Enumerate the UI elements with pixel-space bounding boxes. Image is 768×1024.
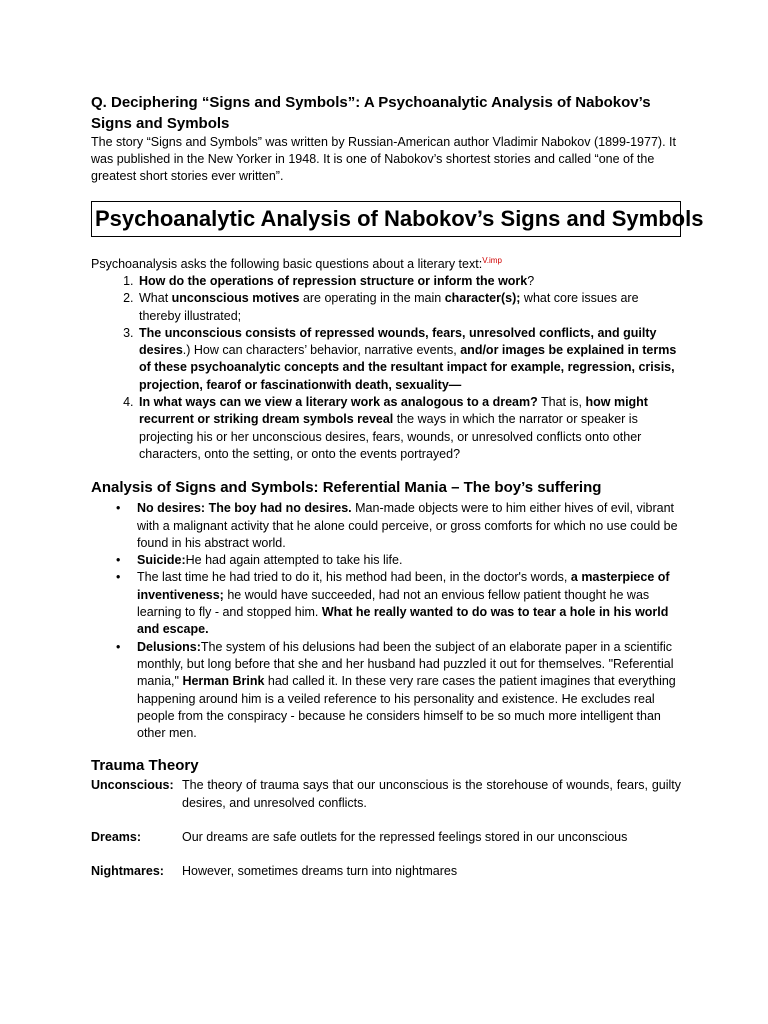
trauma-term: Dreams: bbox=[91, 830, 142, 845]
question-3-part-c: and/or images be explained in terms of these psychoanalytic concepts and the resultant impact for example, regression, crisis, projection, fearof or fascinationwith death, sexuality— bbox=[139, 343, 677, 392]
intro-paragraph: The story “Signs and Symbols” was written by Russian-American author Vladimir Nabokov (1899-1977). It was published in the New Yorker in 1948. It is one of Nabokov’s shortest stories and called “one of the greatest short stories ever written”. bbox=[91, 135, 676, 183]
analysis-bullets bbox=[91, 500, 681, 742]
questions-lead bbox=[91, 256, 681, 273]
bullet-no-desires bbox=[137, 500, 681, 552]
question-1-end: ? bbox=[527, 274, 535, 288]
questions-lead-text: Psychoanalysis asks the following basic questions about a literary text: bbox=[91, 257, 483, 271]
bullet-1-label: No desires: bbox=[137, 501, 206, 516]
bullet-4-part-b: Herman Brink bbox=[182, 674, 265, 689]
bullet-3-part-a: The last time he had tried to do it, his method had been, in the doctor's words, bbox=[137, 570, 571, 585]
question-2-part-b: unconscious motives bbox=[171, 291, 300, 306]
bullet-last-time bbox=[137, 569, 681, 638]
question-2-part-c: are operating in the main bbox=[299, 291, 445, 306]
question-3-part-a: The unconscious consists of repressed wounds, fears, unresolved conflicts, and guilty desires bbox=[139, 325, 657, 358]
question-2-part-d: character(s); bbox=[444, 291, 521, 306]
trauma-row-unconscious bbox=[91, 777, 681, 812]
question-item-2 bbox=[137, 290, 681, 325]
trauma-heading: Trauma Theory bbox=[91, 757, 199, 775]
question-2-part-a: What bbox=[139, 291, 172, 306]
trauma-row-dreams bbox=[91, 829, 681, 846]
trauma-definition: However, sometimes dreams turn into nightmares bbox=[182, 864, 458, 879]
question-3-part-b: .) How can characters’ behavior, narrative events, bbox=[182, 343, 461, 358]
question-4-part-d: the ways in which the narrator or speaker is projecting his or her unconscious desires, fears, wounds, or unresolved conflicts onto other characters, onto the setting, or onto the events portrayed? bbox=[139, 412, 642, 461]
document-page bbox=[91, 92, 704, 881]
bullet-2-label: Suicide: bbox=[137, 553, 186, 568]
question-4-part-b: That is, bbox=[537, 395, 586, 410]
question-heading: Q. Deciphering “Signs and Symbols”: A Psychoanalytic Analysis of Nabokov’s Signs and Symbols bbox=[91, 94, 651, 132]
bullet-delusions bbox=[137, 639, 681, 743]
question-item-4 bbox=[137, 394, 681, 463]
trauma-definition: Our dreams are safe outlets for the repressed feelings stored in our unconscious bbox=[182, 830, 628, 845]
bullet-4-part-c: had called it. In these very rare cases the patient imagines that everything happening around him is a veiled reference to his personality and existence. He excludes real people from the conspiracy - because he considers himself to be so much more intelligent than other men. bbox=[137, 674, 676, 741]
question-item-1 bbox=[137, 273, 681, 290]
bullet-4-label: Delusions: bbox=[137, 639, 201, 654]
bullet-4-part-a: The system of his delusions had been the subject of an elaborate paper in a scientific monthly, but long before that she and her husband had puzzled it out for themselves. "Referential mania," bbox=[137, 639, 674, 689]
question-4-part-a: In what ways can we view a literary work as analogous to a dream? bbox=[139, 395, 538, 410]
bullet-3-part-d: What he really wanted to do was to tear a hole in his world and escape. bbox=[137, 605, 669, 637]
bullet-suicide bbox=[137, 552, 681, 569]
trauma-definition: The theory of trauma says that our unconscious is the storehouse of wounds, fears, guilty desires, and unresolved conflicts. bbox=[182, 778, 681, 810]
bullet-2-text: He had again attempted to take his life. bbox=[185, 553, 403, 568]
boxed-title: Psychoanalytic Analysis of Nabokov’s Signs and Symbols bbox=[91, 201, 681, 237]
trauma-row-nightmares bbox=[91, 863, 681, 880]
analysis-heading: Analysis of Signs and Symbols: Referential Mania – The boy’s suffering bbox=[91, 479, 602, 497]
vimp-superscript: V.imp bbox=[482, 255, 502, 265]
bullet-1-bold: The boy had no desires. bbox=[205, 501, 352, 516]
bullet-1-text: Man-made objects were to him either hives of evil, vibrant with a malignant activity that he alone could perceive, or gross comforts for which no use could be found in his abstract world. bbox=[137, 501, 678, 550]
question-item-3 bbox=[137, 325, 681, 394]
trauma-term: Nightmares: bbox=[91, 864, 164, 879]
trauma-term: Unconscious: bbox=[91, 778, 174, 793]
questions-list bbox=[91, 273, 681, 463]
question-4-part-c: how might recurrent or striking dream symbols reveal bbox=[139, 395, 648, 427]
question-2-part-e: what core issues are thereby illustrated; bbox=[139, 291, 639, 323]
question-1-bold: How do the operations of repression structure or inform the work bbox=[139, 274, 528, 288]
bullet-3-part-b: a masterpiece of inventiveness; bbox=[137, 570, 670, 602]
bullet-3-part-c: he would have succeeded, had not an envious fellow patient thought he was learning to fly - and stopped him. bbox=[137, 587, 650, 620]
